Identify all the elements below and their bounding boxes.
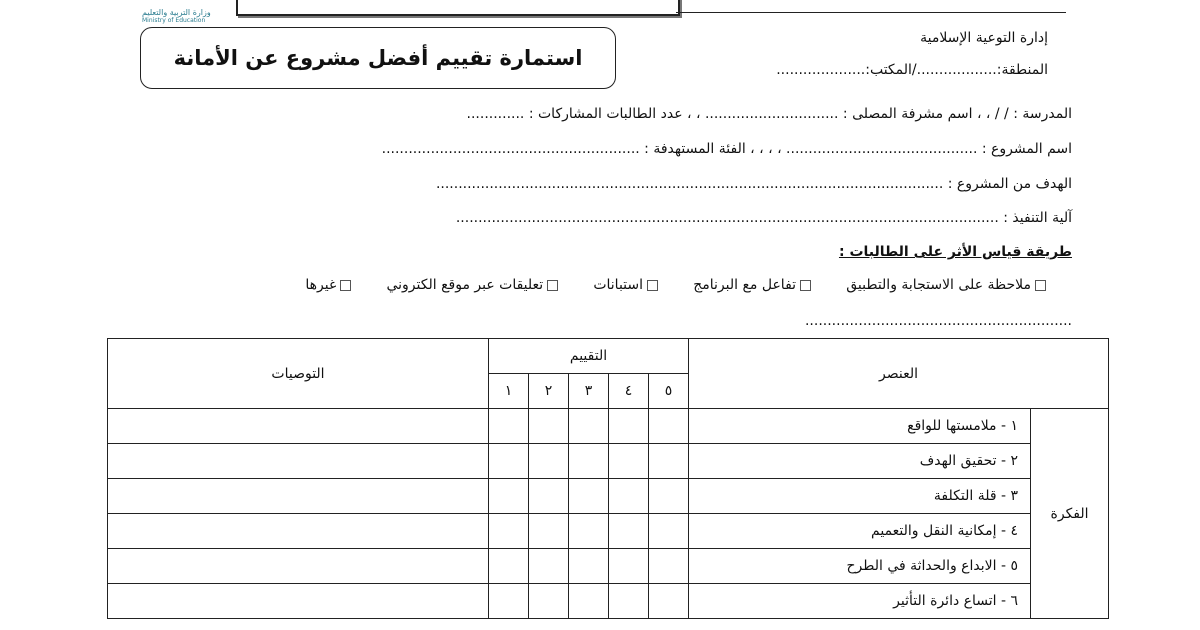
rating-cell[interactable] (569, 549, 609, 584)
rating-cell[interactable] (609, 584, 649, 619)
rating-cell[interactable] (609, 444, 649, 479)
rating-cell[interactable] (529, 444, 569, 479)
row-label: ٤ - إمكانية النقل والتعميم (689, 514, 1031, 549)
region-office-line: المنطقة:................../المكتب:.................... (776, 62, 1048, 78)
rating-3: ٣ (569, 374, 609, 409)
rating-cell[interactable] (649, 584, 689, 619)
checkbox-other[interactable] (340, 280, 351, 291)
rating-cell[interactable] (649, 444, 689, 479)
top-frame (236, 0, 680, 16)
table-row (108, 409, 1109, 444)
form-title-box (140, 27, 616, 89)
checkbox-surveys[interactable] (647, 280, 658, 291)
option-interaction: تفاعل مع البرنامج (693, 277, 797, 293)
option-other: غيرها (305, 277, 337, 293)
rating-cell[interactable] (529, 409, 569, 444)
logo-arabic-text: وزارة التربية والتعليم (142, 8, 211, 17)
project-line: اسم المشروع : ........................................... ، ، ، ، الفئة المستهدفة : .......................................................... (381, 141, 1072, 157)
rating-cell[interactable] (569, 514, 609, 549)
rating-cell[interactable] (489, 549, 529, 584)
rating-cell[interactable] (609, 409, 649, 444)
rating-5: ٥ (649, 374, 689, 409)
checkbox-interaction[interactable] (800, 280, 811, 291)
rating-cell[interactable] (489, 444, 529, 479)
mechanism-line: آلية التنفيذ : .......................................................................................................................... (455, 210, 1072, 226)
form-title: استمارة تقييم أفضل مشروع عن الأمانة (173, 46, 583, 70)
logo-english-text: Ministry of Education (142, 17, 206, 24)
rating-cell[interactable] (489, 409, 529, 444)
rating-cell[interactable] (609, 479, 649, 514)
row-label: ٣ - قلة التكلفة (689, 479, 1031, 514)
rating-cell[interactable] (609, 514, 649, 549)
rating-cell[interactable] (609, 549, 649, 584)
rating-cell[interactable] (489, 479, 529, 514)
rating-cell[interactable] (529, 549, 569, 584)
rating-cell[interactable] (569, 584, 609, 619)
rating-cell[interactable] (529, 479, 569, 514)
row-label: ٦ - اتساع دائرة التأثير (689, 584, 1031, 619)
rating-cell[interactable] (649, 514, 689, 549)
impact-heading: طريقة قياس الأثر على الطالبات : (838, 244, 1072, 260)
impact-options (305, 277, 1050, 293)
rating-cell[interactable] (569, 409, 609, 444)
rating-cell[interactable] (529, 584, 569, 619)
rating-cell[interactable] (649, 549, 689, 584)
ministry-logo (138, 0, 210, 26)
impact-dotted-line: ............................................................ (804, 313, 1072, 329)
rating-cell[interactable] (569, 444, 609, 479)
top-rule (676, 12, 1066, 13)
rating-cell[interactable] (649, 409, 689, 444)
row-label: ٥ - الابداع والحداثة في الطرح (689, 549, 1031, 584)
group-idea: الفكرة (1031, 409, 1109, 619)
row-label: ١ - ملامستها للواقع (689, 409, 1031, 444)
rating-cell[interactable] (529, 514, 569, 549)
checkbox-online-comments[interactable] (547, 280, 558, 291)
rating-1: ١ (489, 374, 529, 409)
option-surveys: استبانات (593, 277, 644, 293)
recommendation-cell[interactable] (108, 549, 489, 584)
recommendation-cell[interactable] (108, 479, 489, 514)
table-row (108, 514, 1109, 549)
recommendation-cell[interactable] (108, 409, 489, 444)
evaluation-table (107, 338, 1109, 619)
table-row (108, 549, 1109, 584)
goal-line: الهدف من المشروع : .................................................................................................................. (435, 176, 1072, 192)
option-online-comments: تعليقات عبر موقع الكتروني (386, 277, 544, 293)
rating-2: ٢ (529, 374, 569, 409)
rating-cell[interactable] (569, 479, 609, 514)
recommendation-cell[interactable] (108, 584, 489, 619)
rating-cell[interactable] (489, 584, 529, 619)
header-rating: التقييم (489, 339, 689, 374)
option-observation: ملاحظة على الاستجابة والتطبيق (846, 277, 1031, 293)
table-row (108, 444, 1109, 479)
department-name: إدارة التوعية الإسلامية (920, 30, 1048, 46)
recommendation-cell[interactable] (108, 444, 489, 479)
rating-cell[interactable] (489, 514, 529, 549)
rating-4: ٤ (609, 374, 649, 409)
header-recommendations: التوصيات (108, 339, 489, 409)
header-element: العنصر (689, 339, 1109, 409)
table-row (108, 584, 1109, 619)
row-label: ٢ - تحقيق الهدف (689, 444, 1031, 479)
school-line: المدرسة : / / ، ، اسم مشرفة المصلى : .............................. ، ، عدد الطالبات المشاركات : ............. (466, 106, 1072, 122)
recommendation-cell[interactable] (108, 514, 489, 549)
rating-cell[interactable] (649, 479, 689, 514)
checkbox-observation[interactable] (1035, 280, 1046, 291)
table-row (108, 479, 1109, 514)
